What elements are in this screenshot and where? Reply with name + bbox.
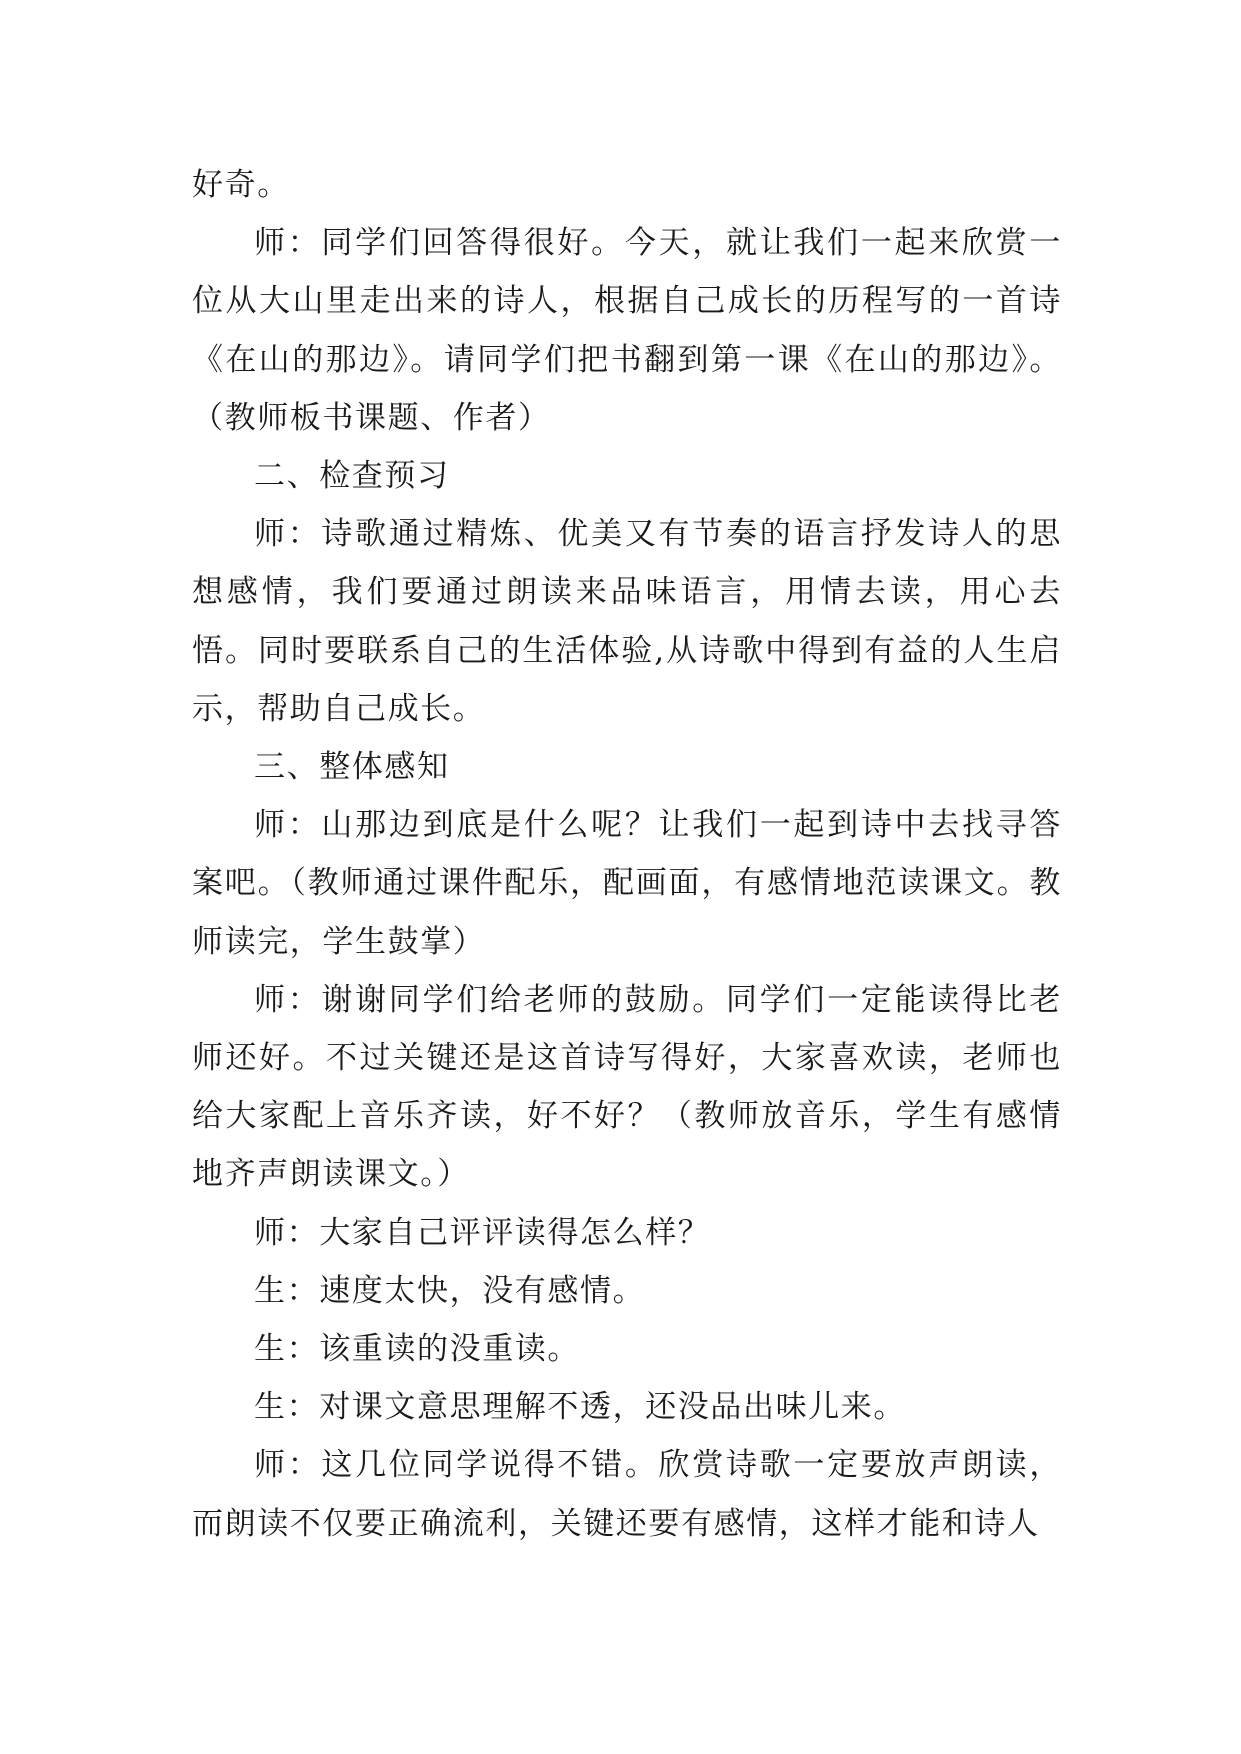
paragraph-student-2: 生：该重读的没重读。 xyxy=(254,1331,580,1368)
paragraph-student-1: 生：速度太快，没有感情。 xyxy=(254,1272,646,1309)
paragraph-student-3: 生：对课文意思理解不透，还没品出味儿来。 xyxy=(254,1389,906,1426)
paragraph-teacher-evaluate: 师：大家自己评评读得怎么样？ xyxy=(254,1214,711,1251)
section-heading-overall-perception: 三、整体感知 xyxy=(254,749,450,786)
paragraph-continuation: 好奇。 xyxy=(192,167,290,203)
paragraph-teacher-question: 师：山那边到底是什么呢？让我们一起到诗中去找寻答案吧。（教师通过课件配乐，配画面，有感情地范读课文。教师读完，学生鼓掌） xyxy=(192,807,1062,960)
paragraph-teacher-thanks: 师：谢谢同学们给老师的鼓励。同学们一定能读得比老师还好。不过关键还是这首诗写得好，大家喜欢读，老师也给大家配上音乐齐读，好不好？（教师放音乐，学生有感情地齐声朗读课文。） xyxy=(192,981,1062,1193)
section-heading-preview-check: 二、检查预习 xyxy=(254,458,450,495)
document-body xyxy=(192,156,1062,1553)
paragraph-teacher-summary: 师：这几位同学说得不错。欣赏诗歌一定要放声朗读，而朗读不仅要正确流利，关键还要有感情，这样才能和诗人 xyxy=(192,1447,1062,1542)
paragraph-teacher-intro: 师：同学们回答得很好。今天，就让我们一起来欣赏一位从大山里走出来的诗人，根据自己成长的历程写的一首诗《在山的那边》。请同学们把书翻到第一课《在山的那边》。（教师板书课题、作者） xyxy=(192,225,1062,436)
paragraph-teacher-poetry: 师：诗歌通过精炼、优美又有节奏的语言抒发诗人的思想感情，我们要通过朗读来品味语言，用情去读，用心去悟。同时要联系自己的生活体验,从诗歌中得到有益的人生启示，帮助自己成长。 xyxy=(192,516,1062,727)
